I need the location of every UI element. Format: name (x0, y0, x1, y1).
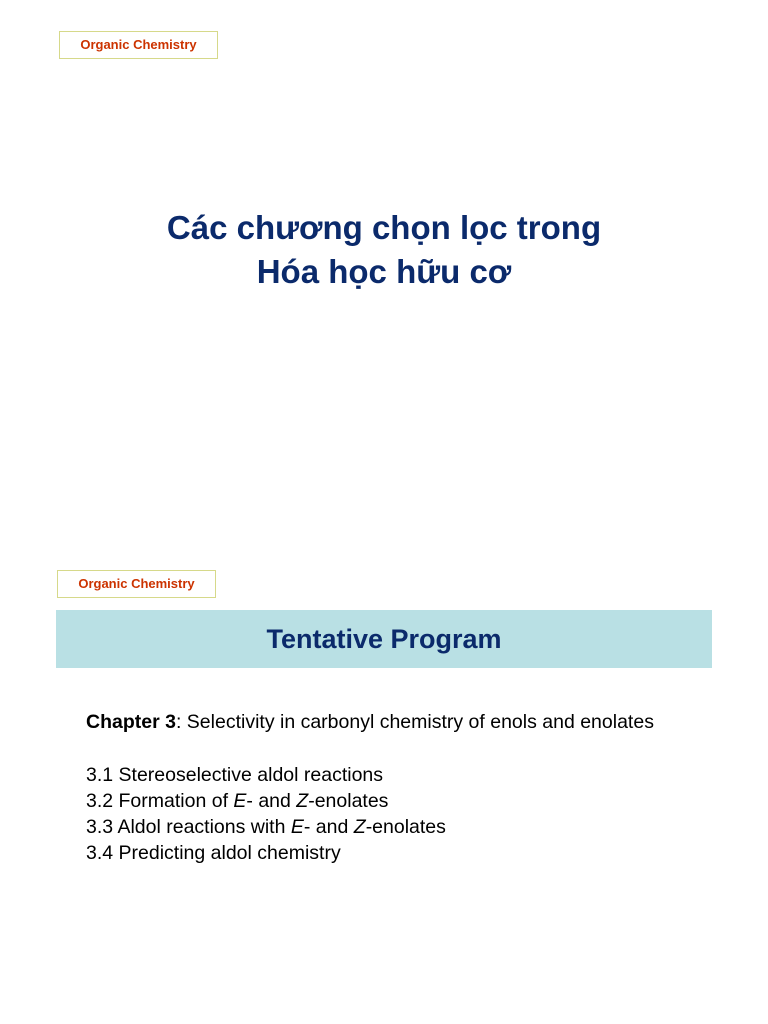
section-text: - and (303, 816, 354, 838)
chapter-label: Chapter 3 (86, 711, 176, 733)
program-title: Tentative Program (266, 624, 502, 654)
list-item (86, 840, 682, 866)
slide-title (0, 206, 768, 294)
title-line-1: Các chương chọn lọc trong (166, 209, 602, 246)
chapter-heading (86, 709, 682, 735)
chapter-text: : Selectivity in carbonyl chemistry of enols and enolates (175, 711, 654, 733)
course-tag: Organic Chemistry (59, 31, 218, 59)
section-text: 3.3 Aldol reactions with (86, 816, 291, 838)
e-letter: E (290, 816, 304, 838)
list-item (86, 762, 682, 788)
list-item (86, 814, 682, 840)
z-letter: Z (296, 790, 309, 812)
section-text: 3.1 Stereoselective aldol reactions (86, 764, 384, 786)
title-line-2: Hóa học hữu cơ (256, 253, 512, 290)
section-text: 3.4 Predicting aldol chemistry (86, 842, 341, 864)
course-tag-2: Organic Chemistry (57, 570, 216, 598)
program-content (86, 709, 682, 886)
e-letter: E (233, 790, 247, 812)
list-item (86, 788, 682, 814)
section-text: -enolates (365, 816, 446, 838)
section-text: - and (246, 790, 297, 812)
section-text: 3.2 Formation of (86, 790, 234, 812)
section-list (86, 762, 682, 866)
section-text: -enolates (308, 790, 389, 812)
z-letter: Z (353, 816, 366, 838)
program-banner (56, 610, 712, 668)
